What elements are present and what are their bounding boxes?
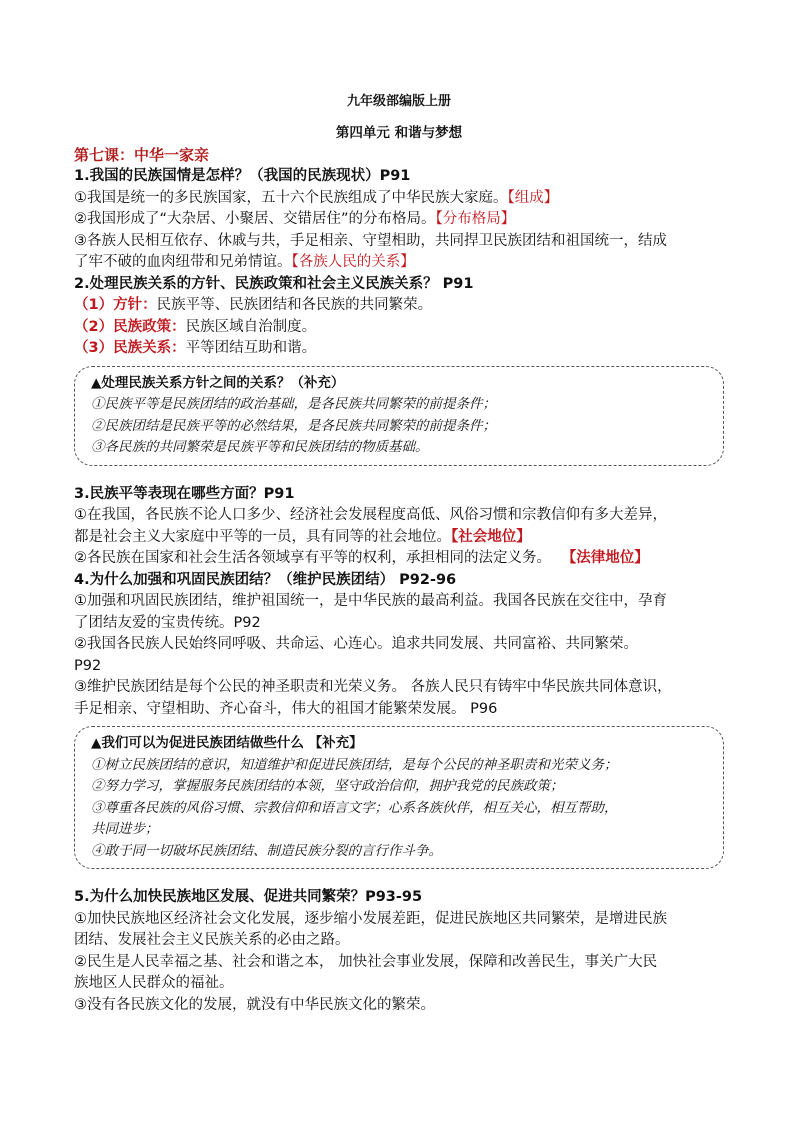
q5-line2a: ②民生是人民幸福之基、社会和谐之本， 加快社会事业发展，保障和改善民生，事关广大民	[74, 953, 658, 970]
q4-line1b: 了团结友爱的宝贵传统。P92	[74, 614, 261, 631]
q3-tag1: 【社会地位】	[451, 528, 531, 545]
lesson-title: 第七课：中华一家亲	[74, 146, 210, 164]
supplement-box-2	[74, 726, 724, 869]
q3-line1b: 都是社会主义大家庭中平等的一员，具有同等的社会地位。【社会地位】	[74, 528, 531, 545]
q1-tag2: 【分布格局】	[435, 211, 516, 227]
box2-line3b: 共同进步；	[91, 821, 159, 837]
q4-line2a: ②我国各民族人民始终同呼吸、共命运、心连心。追求共同发展、共同富裕、共同繁荣。	[74, 636, 638, 652]
q2-item1-label: （1）方针：	[74, 297, 157, 313]
box1-line1: ①民族平等是民族团结的政治基础，是各民族共同繁荣的前提条件；	[91, 396, 496, 412]
q5-title: 5.为什么加快民族地区发展、促进共同繁荣？P93-95	[74, 889, 423, 905]
supplement-box-1	[74, 366, 724, 466]
box1-line2: ②民族团结是民族平等的必然结果，是各民族共同繁荣的前提条件；	[91, 417, 496, 434]
q2-item1: （1）方针：民族平等、民族团结和各民族的共同繁荣。	[74, 297, 433, 313]
q4-line2b: P92	[74, 657, 102, 674]
q2-item3-label: （3）民族关系：	[74, 340, 186, 356]
q1-line2: ②我国形成了“大杂居、小聚居、交错居住”的分布格局。【分布格局】	[74, 211, 516, 227]
q1-tag1: 【组成】	[507, 189, 559, 206]
q5-line2b: 族地区人民群众的福祉。	[74, 975, 234, 991]
document-content	[74, 92, 724, 1016]
q1-line3b: 了牢不破的血肉纽带和兄弟情谊。【各族人民的关系】	[74, 254, 415, 270]
q2-item3: （3）民族关系：平等团结互助和谐。	[74, 340, 317, 356]
box2-line1: ①树立民族团结的意识，知道维护和促进民族团结，是每个公民的神圣职责和光荣义务；	[91, 756, 618, 773]
q5-line3: ③没有各民族文化的发展，就没有中华民族文化的繁荣。	[74, 996, 435, 1013]
q1-line3a: ③各族人民相互依存、休戚与共，手足相亲、守望相助，共同捍卫民族团结和祖国统一，结成	[74, 232, 667, 249]
q4-title: 4.为什么加强和巩固民族团结？（维护民族团结） P92-96	[74, 571, 457, 588]
q3-line2: ②各民族在国家和社会生活各领域享有平等的权利，承担相同的法定义务。 【法律地位】	[74, 550, 649, 566]
q3-title: 3.民族平等表现在哪些方面？P91	[74, 485, 295, 502]
q3-line1a: ①在我国，各民族不论人口多少、经济社会发展程度高低、风俗习惯和宗教信仰有多大差异，	[74, 507, 667, 523]
q1-line1: ①我国是统一的多民族国家，五十六个民族组成了中华民族大家庭。【组成】	[74, 189, 559, 206]
book-title: 九年级部编版上册	[346, 94, 451, 109]
q2-item2: （2）民族政策：民族区域自治制度。	[74, 318, 317, 335]
unit-title: 第四单元 和谐与梦想	[335, 125, 463, 141]
q5-line1a: ①加快民族地区经济社会文化发展，逐步缩小发展差距，促进民族地区共同繁荣，是增进民族	[74, 910, 667, 927]
box1-line3: ③各民族的共同繁荣是民族平等和民族团结的物质基础。	[91, 439, 429, 455]
q4-line3b: 手足相亲、守望相助、齐心奋斗，伟大的祖国才能繁荣发展。 P96	[74, 700, 498, 717]
q4-line1a: ①加强和巩固民族团结，维护祖国统一，是中华民族的最高利益。我国各民族在交往中，孕育	[74, 593, 667, 609]
q2-item2-label: （2）民族政策：	[74, 318, 186, 335]
q1-title: 1.我国的民族国情是怎样？（我国的民族现状）P91	[74, 168, 411, 184]
q1-tag3: 【各族人民的关系】	[291, 254, 415, 270]
box2-line3a: ③尊重各民族的风俗习惯、宗教信仰和语言文字；心系各族伙伴，相互关心，相互帮助，	[91, 799, 618, 816]
box1-heading: ▲处理民族关系方针之间的关系？（补充）	[91, 374, 345, 391]
box2-line2: ②努力学习，掌握服务民族团结的本领，坚守政治信仰，拥护我党的民族政策；	[91, 778, 564, 794]
q2-title: 2.处理民族关系的方针、民族政策和社会主义民族关系？ P91	[74, 275, 474, 292]
box2-heading: ▲我们可以为促进民族团结做些什么 【补充】	[91, 735, 363, 751]
box2-line4: ④敢于同一切破坏民族团结、制造民族分裂的言行作斗争。	[91, 842, 442, 859]
q3-tag2: 【法律地位】	[569, 550, 649, 566]
q5-line1b: 团结、发展社会主义民族关系的必由之路。	[74, 932, 350, 948]
q4-line3a: ③维护民族团结是每个公民的神圣职责和光荣义务。 各族人民只有铸牢中华民族共同体意识，	[74, 679, 672, 695]
